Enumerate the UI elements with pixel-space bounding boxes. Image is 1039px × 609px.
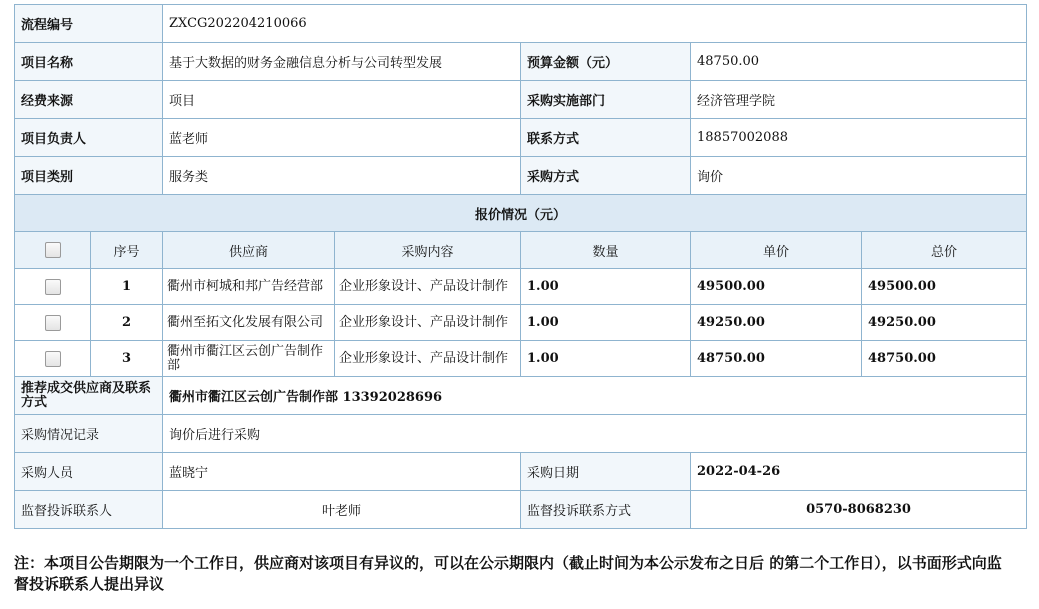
row-content: 企业形象设计、产品设计制作 [335,269,521,305]
project-name-value: 基于大数据的财务金融信息分析与公司转型发展 [163,43,521,81]
quote-section-header [15,195,1027,232]
row-project-name [15,43,1027,81]
supervise-phone-label: 监督投诉联系方式 [521,491,691,529]
purchase-date-label: 采购日期 [521,453,691,491]
quote-section-title: 报价情况（元） [15,195,1027,232]
method-label: 采购方式 [521,157,691,195]
record-label: 采购情况记录 [15,415,163,453]
leader-label: 项目负责人 [15,119,163,157]
supervise-phone-value: 0570-8068230 [691,491,1027,529]
purchase-date-value: 2022-04-26 [691,453,1027,491]
row-seq: 1 [91,269,163,305]
row-supplier: 衢州市衢江区云创广告制作部 [163,341,335,377]
purchaser-label: 采购人员 [15,453,163,491]
row-purchaser [15,453,1027,491]
row-unit-price: 49250.00 [691,305,862,341]
fund-source-label: 经费来源 [15,81,163,119]
process-no-value: ZXCG202204210066 [163,5,1027,43]
row-select-cell[interactable] [15,269,91,305]
dept-value: 经济管理学院 [691,81,1027,119]
notice-footnote: 注：本项目公告期限为一个工作日，供应商对该项目有异议的，可以在公示期限内（截止时间为本公示发布之日后 的第二个工作日），以书面形式向监督投诉联系人提出异议 [14,554,1002,593]
row-category [15,157,1027,195]
dept-label: 采购实施部门 [521,81,691,119]
procurement-notice [14,4,1026,529]
row-seq: 3 [91,341,163,377]
info-table [14,4,1027,529]
recommend-label: 推荐成交供应商及联系方式 [15,377,163,415]
leader-value: 蓝老师 [163,119,521,157]
table-row [15,341,1027,377]
row-supplier: 衢州至拓文化发展有限公司 [163,305,335,341]
select-all-checkbox[interactable] [45,242,61,258]
row-supplier: 衢州市柯城和邦广告经营部 [163,269,335,305]
table-row [15,305,1027,341]
category-label: 项目类别 [15,157,163,195]
contact-value: 18857002088 [691,119,1027,157]
header-unit-price: 单价 [691,232,862,269]
row-unit-price: 48750.00 [691,341,862,377]
process-no-label: 流程编号 [15,5,163,43]
row-process-no [15,5,1027,43]
method-value: 询价 [691,157,1027,195]
recommend-value: 衢州市衢江区云创广告制作部 13392028696 [163,377,1027,415]
header-seq: 序号 [91,232,163,269]
budget-label: 预算金额（元） [521,43,691,81]
row-qty: 1.00 [521,269,691,305]
header-content: 采购内容 [335,232,521,269]
supervise-contact-value: 叶老师 [163,491,521,529]
contact-label: 联系方式 [521,119,691,157]
row-total: 49250.00 [862,305,1027,341]
quote-table-header [15,232,1027,269]
budget-value: 48750.00 [691,43,1027,81]
row-select-cell[interactable] [15,341,91,377]
header-total: 总价 [862,232,1027,269]
row-content: 企业形象设计、产品设计制作 [335,341,521,377]
row-total: 48750.00 [862,341,1027,377]
fund-source-value: 项目 [163,81,521,119]
row-checkbox[interactable] [45,351,61,367]
row-total: 49500.00 [862,269,1027,305]
row-leader [15,119,1027,157]
row-content: 企业形象设计、产品设计制作 [335,305,521,341]
row-supervise [15,491,1027,529]
header-supplier: 供应商 [163,232,335,269]
row-recommend [15,377,1027,415]
category-value: 服务类 [163,157,521,195]
row-qty: 1.00 [521,305,691,341]
purchaser-value: 蓝晓宁 [163,453,521,491]
select-all-cell[interactable] [15,232,91,269]
row-select-cell[interactable] [15,305,91,341]
supervise-contact-label: 监督投诉联系人 [15,491,163,529]
row-unit-price: 49500.00 [691,269,862,305]
row-qty: 1.00 [521,341,691,377]
row-fund-source [15,81,1027,119]
row-record [15,415,1027,453]
record-value: 询价后进行采购 [163,415,1027,453]
header-qty: 数量 [521,232,691,269]
row-checkbox[interactable] [45,315,61,331]
table-row [15,269,1027,305]
row-checkbox[interactable] [45,279,61,295]
row-seq: 2 [91,305,163,341]
project-name-label: 项目名称 [15,43,163,81]
